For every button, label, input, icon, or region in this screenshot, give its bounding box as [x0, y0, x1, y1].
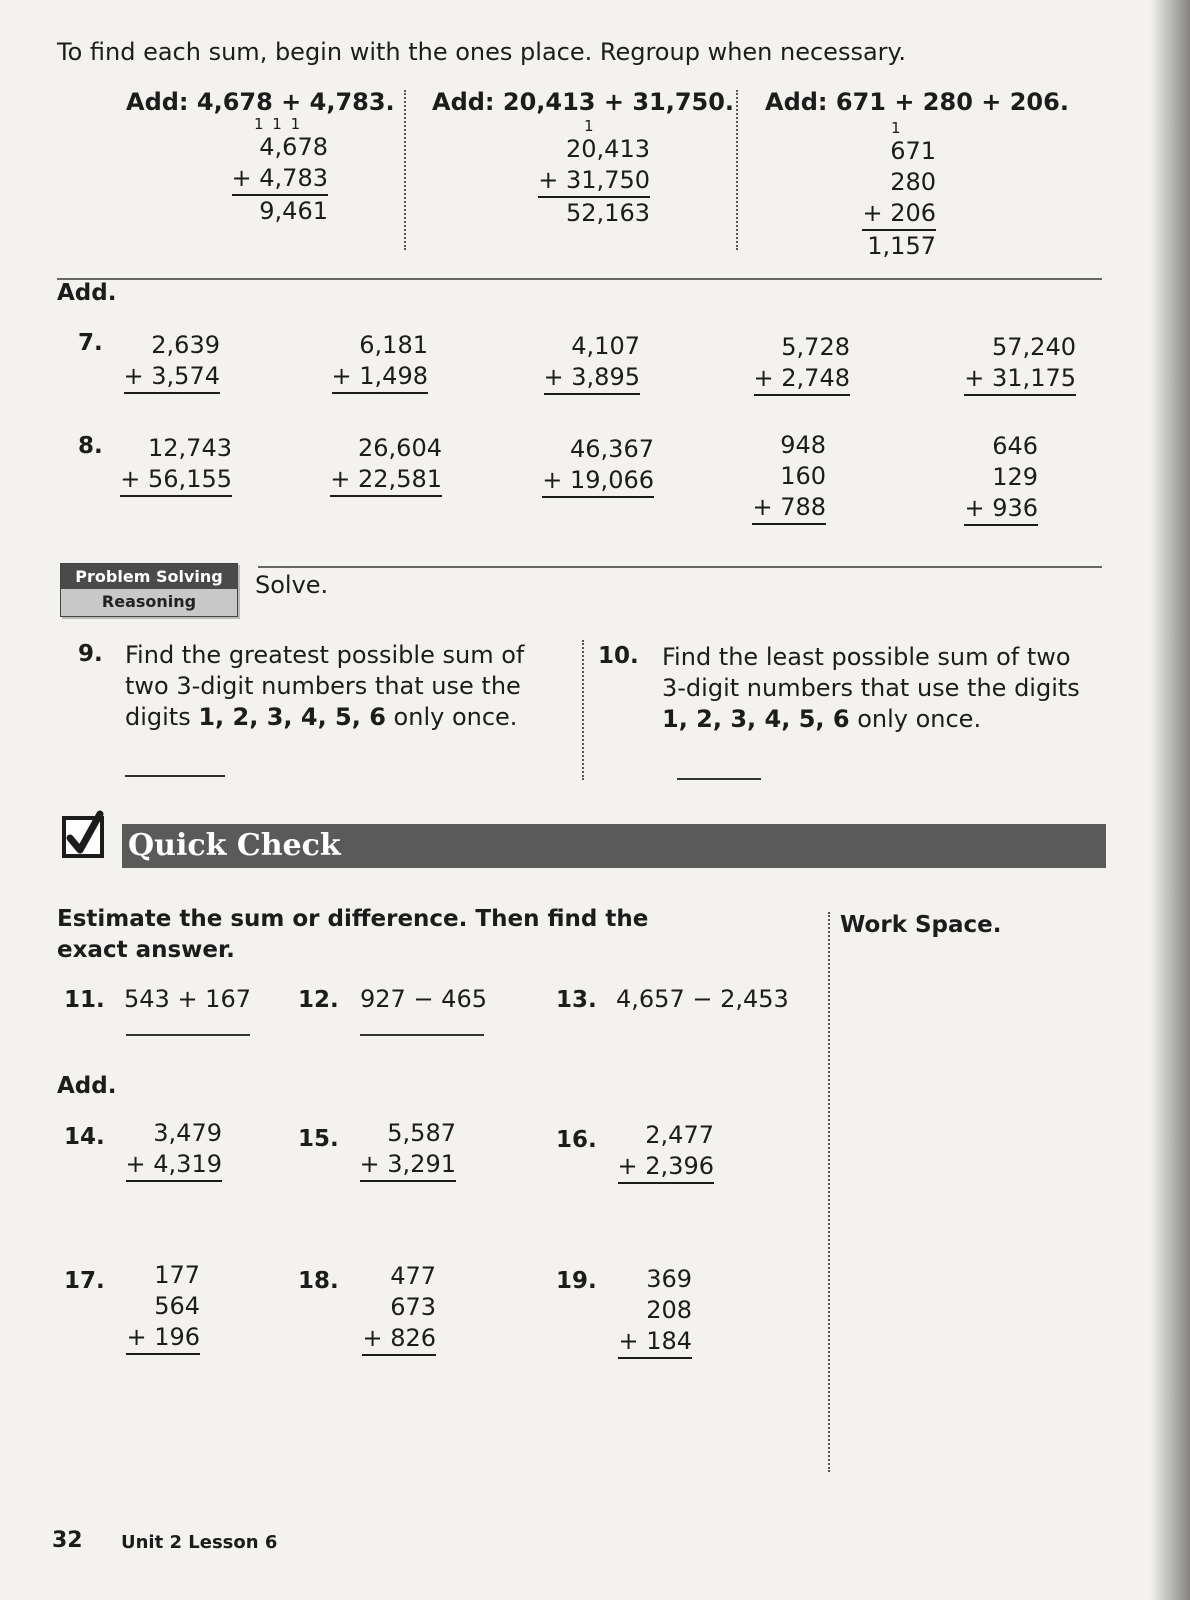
addend: + 56,155 — [120, 464, 232, 497]
addend: + 936 — [964, 493, 1038, 526]
addend: 5,728 — [781, 333, 850, 361]
problem-18 — [356, 1261, 436, 1356]
text-line: exact answer. — [57, 937, 235, 963]
addend: + 2,748 — [754, 363, 850, 396]
example-1-work — [210, 116, 328, 227]
carry-digits: 1 1 1 — [254, 115, 303, 133]
problem-number: 14. — [64, 1124, 105, 1150]
addend: + 31,750 — [538, 165, 650, 198]
problem-8e — [958, 431, 1038, 526]
addend: 369 — [646, 1265, 692, 1293]
sum: 52,163 — [566, 199, 650, 227]
digits: 1, 2, 3, 4, 5, 6 — [198, 703, 386, 731]
addend: + 1,498 — [332, 361, 428, 394]
addend: 26,604 — [358, 434, 442, 462]
addend: 4,678 — [259, 133, 328, 161]
page-edge-shadow — [1150, 0, 1190, 1600]
problem-19 — [612, 1264, 692, 1359]
badge-bottom-label: Reasoning — [61, 589, 237, 616]
problem-12-expression: 927 − 465 — [360, 985, 487, 1013]
divider — [736, 90, 738, 250]
problem-16 — [612, 1120, 714, 1184]
problem-7a — [120, 330, 220, 394]
addend: 12,743 — [148, 434, 232, 462]
problem-8b — [326, 433, 442, 497]
carry-digits: 1 — [584, 117, 596, 135]
addend: + 19,066 — [542, 465, 654, 498]
example-3-work — [846, 120, 936, 262]
addend: + 3,291 — [360, 1149, 456, 1182]
section-rule — [258, 566, 1102, 568]
sum: 1,157 — [867, 232, 936, 260]
digits: 1, 2, 3, 4, 5, 6 — [662, 705, 850, 733]
quick-check-instructions — [57, 904, 648, 966]
addend: + 196 — [126, 1322, 200, 1355]
addend: 673 — [390, 1293, 436, 1321]
problem-number: 16. — [556, 1127, 597, 1153]
example-3-title: Add: 671 + 280 + 206. — [765, 88, 1069, 116]
problem-8a — [120, 433, 232, 497]
addend: 280 — [890, 168, 936, 196]
problem-number: 7. — [78, 330, 103, 356]
solve-label: Solve. — [255, 571, 329, 599]
unit-lesson-label: Unit 2 Lesson 6 — [121, 1532, 278, 1553]
problem-15 — [356, 1118, 456, 1182]
addend: 160 — [780, 462, 826, 490]
addend: 948 — [780, 431, 826, 459]
text-line: Find the least possible sum of two — [662, 643, 1071, 671]
addend: + 3,574 — [124, 361, 220, 394]
addend: + 788 — [752, 492, 826, 525]
addend: + 184 — [618, 1326, 692, 1359]
text-line: digits — [125, 703, 199, 731]
text-line: Find the greatest possible sum of — [125, 641, 525, 669]
text-line: two 3-digit numbers that use the — [125, 672, 521, 700]
problem-13-expression: 4,657 − 2,453 — [616, 985, 789, 1013]
example-1-title: Add: 4,678 + 4,783. — [126, 88, 395, 116]
addend: + 4,319 — [126, 1149, 222, 1182]
problem-7d — [746, 332, 850, 396]
work-space-divider — [828, 912, 830, 1472]
addend: + 826 — [362, 1323, 436, 1356]
problem-11-expression: 543 + 167 — [124, 985, 251, 1013]
problem-10-text — [662, 642, 1112, 735]
addend: 5,587 — [387, 1119, 456, 1147]
checkbox-icon — [62, 816, 104, 858]
add-label: Add. — [57, 280, 117, 306]
addend: 4,107 — [571, 332, 640, 360]
problem-number: 13. — [556, 987, 597, 1013]
addend: 208 — [646, 1296, 692, 1324]
text-line: only once. — [385, 703, 518, 731]
example-2-work — [530, 118, 650, 229]
problem-8c — [538, 434, 654, 498]
addend: 671 — [890, 137, 936, 165]
page-number: 32 — [52, 1528, 83, 1553]
addend: 46,367 — [570, 435, 654, 463]
text-line: only once. — [849, 705, 982, 733]
answer-line[interactable] — [677, 776, 761, 780]
answer-line[interactable] — [125, 773, 225, 777]
problem-number: 12. — [298, 987, 339, 1013]
problem-number: 17. — [64, 1268, 105, 1294]
addend: 177 — [154, 1261, 200, 1289]
addend: 2,639 — [151, 331, 220, 359]
problem-number: 8. — [78, 433, 103, 459]
addend: 564 — [154, 1292, 200, 1320]
example-2-title: Add: 20,413 + 31,750. — [432, 88, 735, 116]
problem-number: 15. — [298, 1126, 339, 1152]
problem-7b — [326, 330, 428, 394]
addend: 646 — [992, 432, 1038, 460]
problem-7e — [960, 332, 1076, 396]
addend: + 3,895 — [544, 362, 640, 395]
addend: 20,413 — [566, 135, 650, 163]
addend: 2,477 — [645, 1121, 714, 1149]
addend: + 31,175 — [964, 363, 1076, 396]
addend: + 4,783 — [232, 163, 328, 196]
addend: + 22,581 — [330, 464, 442, 497]
badge-top-label: Problem Solving — [61, 564, 237, 589]
addend: 57,240 — [992, 333, 1076, 361]
addend: 3,479 — [153, 1119, 222, 1147]
sum: 9,461 — [259, 197, 328, 225]
work-space-label: Work Space. — [840, 912, 1002, 938]
addend: 129 — [992, 463, 1038, 491]
problem-number: 18. — [298, 1268, 339, 1294]
problem-number: 19. — [556, 1268, 597, 1294]
problem-17 — [122, 1260, 200, 1355]
add-label: Add. — [57, 1073, 117, 1099]
divider — [404, 90, 406, 250]
carry-digits: 1 — [891, 119, 903, 137]
answer-line[interactable] — [126, 1032, 250, 1036]
text-line: 3-digit numbers that use the digits — [662, 674, 1080, 702]
problem-14 — [122, 1118, 222, 1182]
addend: + 2,396 — [618, 1151, 714, 1184]
problem-8d — [746, 430, 826, 525]
divider — [582, 640, 584, 780]
problem-number: 10. — [598, 643, 639, 669]
addend: 477 — [390, 1262, 436, 1290]
intro-text: To find each sum, begin with the ones place. Regroup when necessary. — [57, 38, 906, 66]
text-line: Estimate the sum or difference. Then find the — [57, 906, 649, 932]
addend: 6,181 — [359, 331, 428, 359]
answer-line[interactable] — [360, 1032, 484, 1036]
problem-9-text — [125, 640, 565, 733]
addend: + 206 — [862, 198, 936, 231]
section-rule — [57, 278, 1102, 280]
quick-check-banner: Quick Check — [122, 824, 1106, 868]
problem-number: 11. — [64, 987, 105, 1013]
problem-7c — [538, 331, 640, 395]
problem-solving-badge — [60, 563, 238, 617]
problem-number: 9. — [78, 641, 103, 667]
